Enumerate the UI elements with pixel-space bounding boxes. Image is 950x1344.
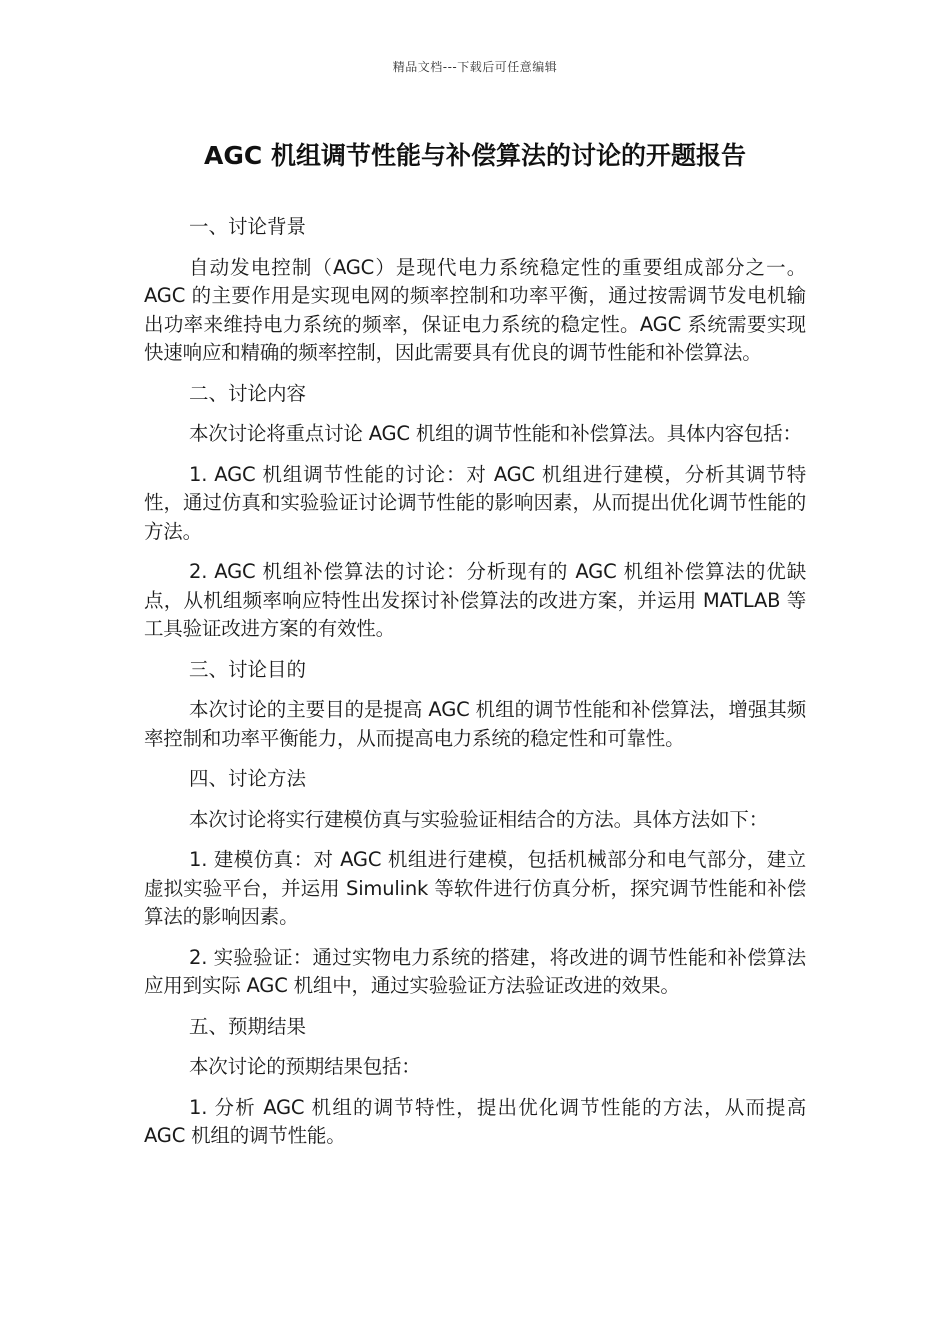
paragraph-results-intro: 本次讨论的预期结果包括： (189, 1055, 421, 1078)
paragraph-method-item-1: 1. 建模仿真：对 AGC 机组进行建模，包括机械部分和电气部分，建立虚拟实验平台，并运用 Simulink 等软件进行仿真分析，探究调节性能和补偿算法的影响因素。 (144, 848, 806, 928)
paragraph-content-intro: 本次讨论将重点讨论 AGC 机组的调节性能和补偿算法。具体内容包括： (189, 422, 802, 445)
paragraph-results-item-1: 1. 分析 AGC 机组的调节特性，提出优化调节性能的方法，从而提高 AGC 机组的调节性能。 (144, 1095, 806, 1147)
paragraph-purpose: 本次讨论的主要目的是提高 AGC 机组的调节性能和补偿算法，增强其频率控制和功率平衡能力，从而提高电力系统的稳定性和可靠性。 (144, 698, 806, 750)
paragraph-content-item-1: 1. AGC 机组调节性能的讨论：对 AGC 机组进行建模，分析其调节特性，通过仿真和实验验证讨论调节性能的影响因素，从而提出优化调节性能的方法。 (144, 462, 806, 543)
page-header: 精品文档---下载后可任意编辑 (392, 60, 558, 74)
section-heading-background: 一、讨论背景 (189, 215, 307, 238)
paragraph-content-item-2: 2. AGC 机组补偿算法的讨论：分析现有的 AGC 机组补偿算法的优缺点，从机组频率响应特性出发探讨补偿算法的改进方案，并运用 MATLAB 等工具验证改进方案的有效性。 (144, 560, 806, 640)
section-heading-method: 四、讨论方法 (189, 767, 307, 790)
document-body (144, 213, 806, 1163)
document-title: AGC 机组调节性能与补偿算法的讨论的开题报告 (204, 141, 746, 170)
paragraph-method-item-2: 2. 实验验证：通过实物电力系统的搭建，将改进的调节性能和补偿算法应用到实际 AGC 机组中，通过实验验证方法验证改进的效果。 (144, 945, 806, 997)
paragraph-method-intro: 本次讨论将实行建模仿真与实验验证相结合的方法。具体方法如下： (189, 807, 769, 831)
section-heading-purpose: 三、讨论目的 (189, 657, 307, 681)
section-heading-expected-results: 五、预期结果 (189, 1014, 307, 1038)
paragraph-background: 自动发电控制（AGC）是现代电力系统稳定性的重要组成部分之一。AGC 的主要作用是实现电网的频率控制和功率平衡，通过按需调节发电机输出功率来维持电力系统的频率，保证电力系统的稳定性。AGC 系统需要实现快速响应和精确的频率控制，因此需要具有优良的调节性能和补偿算法。 (144, 255, 806, 364)
section-heading-content: 二、讨论内容 (189, 381, 307, 405)
